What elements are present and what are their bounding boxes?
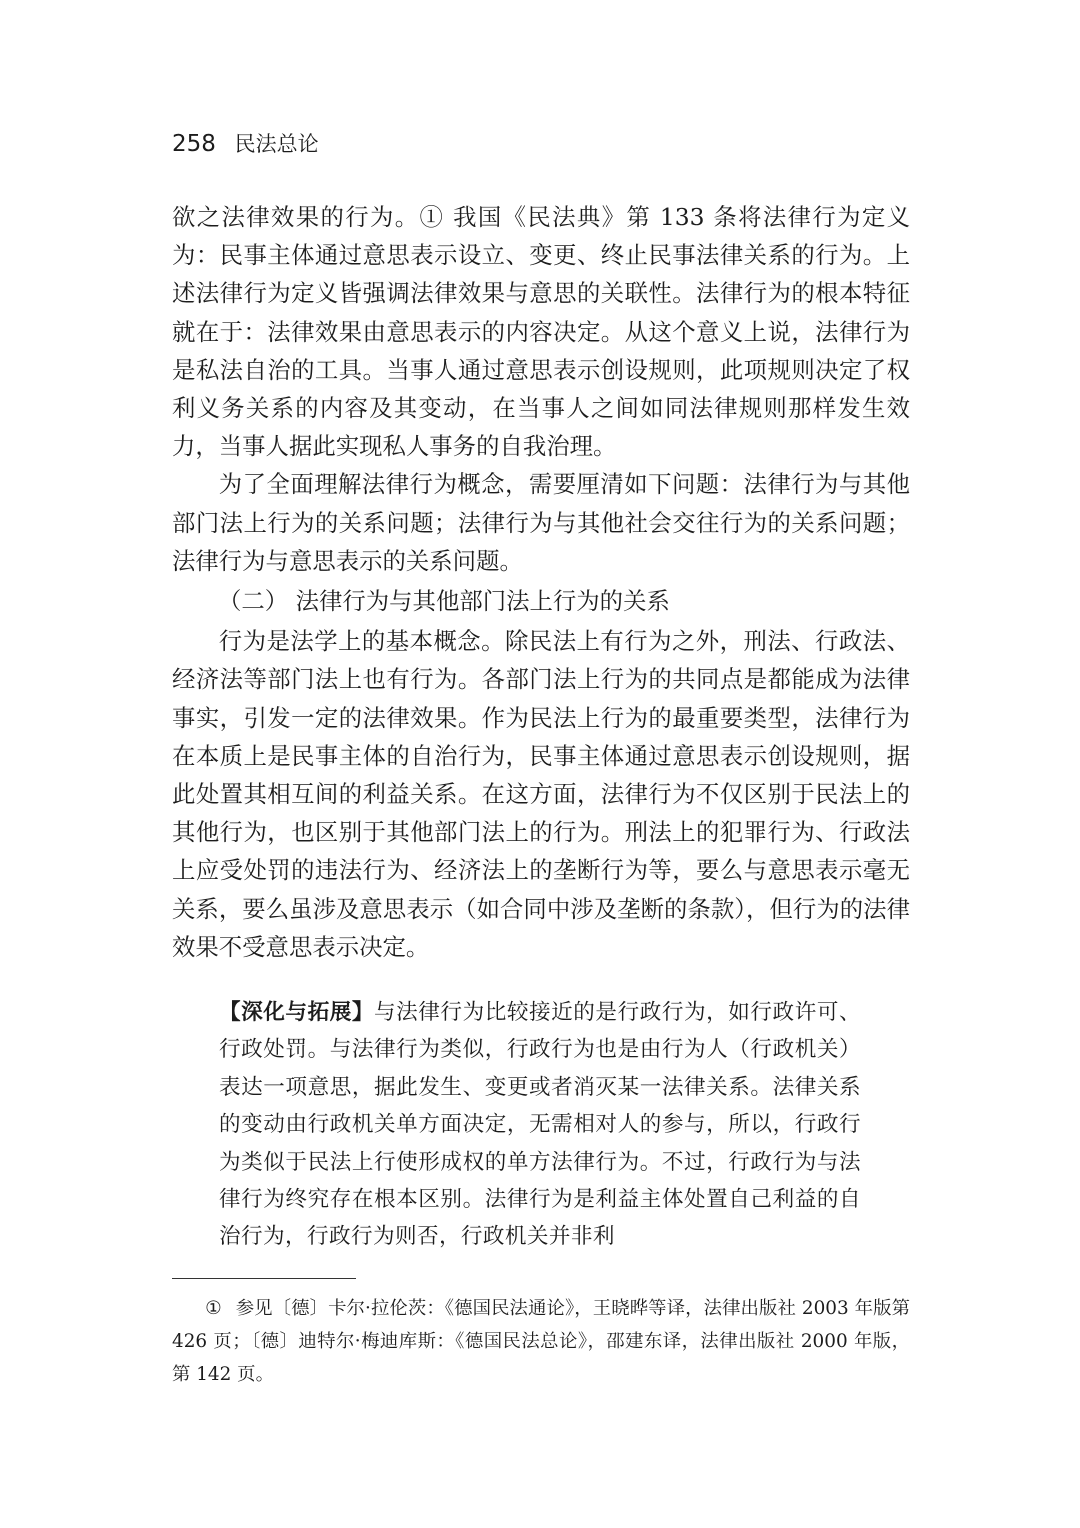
section-heading: （二） 法律行为与其他部门法上行为的关系: [218, 587, 670, 616]
page-header: [172, 128, 319, 160]
footnote-marker: ①: [205, 1298, 222, 1319]
body-paragraph-1: 欲之法律效果的行为。① 我国《民法典》第 133 条将法律行为定义为：民事主体通过意思表示设立、变更、终止民事法律关系的行为。上述法律行为定义皆强调法律效果与意思的关联性。法律行为的根本特征就在于：法律效果由意思表示的内容决定。从这个意义上说，法律行为是私法自治的工具。当事人通过意思表示创设规则，此项规则决定了权利义务关系的内容及其变动，在当事人之间如同法律规则那样发生效力，当事人据此实现私人事务的自我治理。: [172, 203, 910, 461]
extension-text: 与法律行为比较接近的是行政行为，如行政许可、行政处罚。与法律行为类似，行政行为也是由行为人（行政机关）表达一项意思，据此发生、变更或者消灭某一法律关系。法律关系的变动由行政机关单方面决定，无需相对人的参与，所以，行政行为类似于民法上行使形成权的单方法律行为。不过，行政行为与法律行为终究存在根本区别。法律行为是利益主体处置自己利益的自治行为，行政行为则否，行政机关并非利: [219, 1000, 861, 1250]
footnote-text: 参见〔德〕卡尔·拉伦茨：《德国民法通论》，王晓晔等译，法律出版社 2003 年版第 426 页；〔德〕迪特尔·梅迪库斯：《德国民法总论》，邵建东译，法律出版社 2000 年版，第 142 页。: [172, 1298, 910, 1385]
main-text: [172, 198, 910, 966]
page-number: 258: [172, 131, 216, 157]
extension-box: [219, 994, 861, 1256]
body-paragraph-3: 行为是法学上的基本概念。除民法上有行为之外，刑法、行政法、经济法等部门法上也有行为。各部门法上行为的共同点是都能成为法律事实，引发一定的法律效果。作为民法上行为的最重要类型，法律行为在本质上是民事主体的自治行为，民事主体通过意思表示创设规则，据此处置其相互间的利益关系。在这方面，法律行为不仅区别于民法上的其他行为，也区别于其他部门法上的行为。刑法上的犯罪行为、行政法上应受处罚的违法行为、经济法上的垄断行为等，要么与意思表示毫无关系，要么虽涉及意思表示（如合同中涉及垄断的条款），但行为的法律效果不受意思表示决定。: [172, 627, 910, 961]
book-title: 民法总论: [234, 132, 319, 156]
footnote-divider: [172, 1278, 356, 1279]
body-paragraph-2: 为了全面理解法律行为概念，需要厘清如下问题：法律行为与其他部门法上行为的关系问题；法律行为与其他社会交往行为的关系问题；法律行为与意思表示的关系问题。: [172, 470, 910, 575]
footnote: [172, 1292, 910, 1391]
extension-label: 【深化与拓展】: [219, 1000, 374, 1025]
